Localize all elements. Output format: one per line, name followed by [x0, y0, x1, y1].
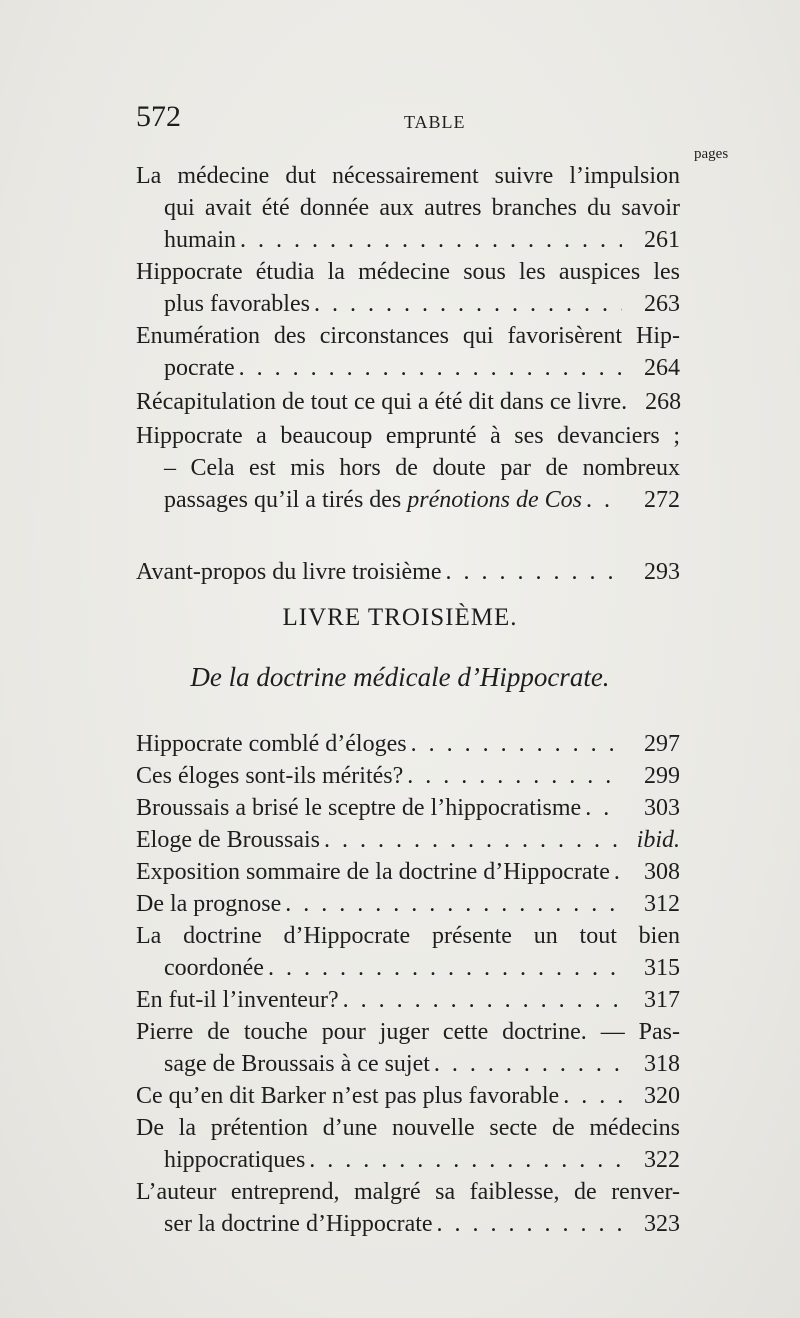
entry-line: Enumération des circonstances qui favorisèrent Hip- — [136, 323, 680, 349]
entry-line — [136, 1208, 680, 1240]
pages-column-label: pages — [694, 146, 729, 162]
entry-page-number: 312 — [644, 891, 680, 917]
toc-entry — [136, 1112, 680, 1176]
toc-entry — [136, 760, 680, 792]
leader-dots — [407, 760, 622, 792]
entry-page-number: 261 — [644, 227, 680, 253]
entry-line — [136, 728, 680, 760]
entry-text: hippocratiques — [164, 1147, 306, 1173]
entry-text: Exposition sommaire de la doctrine d’Hippocrate — [136, 859, 610, 885]
entry-line — [136, 824, 680, 856]
entry-line — [136, 224, 680, 256]
entry-text: humain — [164, 227, 236, 253]
entry-line — [136, 386, 680, 418]
entry-page-number: ibid. — [636, 827, 680, 853]
entry-line: Hippocrate étudia la médecine sous les auspices les — [136, 259, 680, 285]
toc-entry — [136, 320, 680, 384]
entry-page-number: 272 — [644, 487, 680, 513]
entry-text: sage de Broussais à ce sujet — [164, 1051, 430, 1077]
entry-text: Broussais a brisé le sceptre de l’hippocratisme — [136, 795, 582, 821]
entry-text: plus favorables — [164, 291, 310, 317]
toc-entry — [136, 420, 680, 516]
entry-line — [136, 888, 680, 920]
leader-dots — [240, 224, 622, 256]
leader-dots — [585, 792, 622, 824]
entry-page-number: 264 — [644, 355, 680, 381]
toc-entry — [136, 984, 680, 1016]
leader-dots — [324, 824, 622, 856]
toc-entry — [136, 256, 680, 320]
leader-dots — [309, 1144, 622, 1176]
toc-entry — [136, 1176, 680, 1240]
entry-page-number: 293 — [644, 559, 680, 585]
entry-line — [136, 484, 680, 516]
entry-page-number: 268 — [645, 389, 682, 415]
entry-page-number: 317 — [644, 987, 680, 1013]
toc-entry — [136, 920, 680, 984]
section-title: LIVRE TROISIÈME. — [282, 604, 518, 631]
leader-dots — [268, 952, 622, 984]
entry-page-number: 299 — [644, 763, 680, 789]
entry-line: Hippocrate a beaucoup emprunté à ses devanciers ; — [136, 423, 680, 449]
toc-entry — [136, 556, 680, 588]
toc-entry — [136, 824, 680, 856]
entry-line: La doctrine d’Hippocrate présente un tout bien — [136, 923, 680, 949]
entry-text: Eloge de Broussais — [136, 827, 320, 853]
entry-page-number: 297 — [644, 731, 680, 757]
toc-entry — [136, 728, 680, 760]
entry-text: Hippocrate comblé d’éloges — [136, 731, 407, 757]
entry-text: passages qu’il a tirés des — [164, 487, 402, 513]
page-number: 572 — [136, 100, 181, 133]
section-subtitle: De la doctrine médicale d’Hippocrate. — [190, 662, 610, 692]
leader-dots — [314, 288, 622, 320]
entry-line — [136, 1048, 680, 1080]
entry-line: Pierre de touche pour juger cette doctrine. — Pas- — [136, 1019, 680, 1045]
entry-line — [136, 352, 680, 384]
leader-dots — [285, 888, 622, 920]
leader-dots — [586, 484, 622, 516]
entry-line: De la prétention d’une nouvelle secte de médecins — [136, 1115, 680, 1141]
entry-page-number: 323 — [644, 1211, 680, 1237]
toc-entry — [136, 160, 680, 256]
entry-text: Ce qu’en dit Barker n’est pas plus favorable — [136, 1083, 560, 1109]
entry-line: L’auteur entreprend, malgré sa faiblesse, de renver- — [136, 1179, 680, 1205]
entry-line — [136, 760, 680, 792]
entry-line — [136, 556, 680, 588]
leader-dots — [563, 1080, 622, 1112]
entry-text: coordonée — [164, 955, 264, 981]
entry-line — [136, 1144, 680, 1176]
leader-dots — [411, 728, 622, 760]
entry-text: Ces éloges sont-ils mérités? — [136, 763, 404, 789]
entry-page-number: 303 — [644, 795, 680, 821]
entry-page-number: 318 — [644, 1051, 680, 1077]
toc-entry — [136, 386, 680, 418]
leader-dots — [434, 1048, 622, 1080]
page-header — [136, 100, 676, 140]
entry-text: De la prognose — [136, 891, 282, 917]
entry-text: ser la doctrine d’Hippocrate — [164, 1211, 433, 1237]
entry-line — [136, 1080, 680, 1112]
entry-text: Récapitulation de tout ce qui a été dit dans ce livre. — [136, 389, 628, 415]
leader-dots — [614, 856, 622, 888]
leader-dots — [239, 352, 622, 384]
toc-entry — [136, 792, 680, 824]
toc-entry — [136, 1016, 680, 1080]
entry-page-number: 322 — [644, 1147, 680, 1173]
toc-entry — [136, 856, 680, 888]
entry-line — [136, 288, 680, 320]
entry-line — [136, 792, 680, 824]
entry-page-number: 320 — [644, 1083, 680, 1109]
entry-line: – Cela est mis hors de doute par de nombreux — [164, 455, 680, 481]
entry-text: Avant-propos du livre troisième — [136, 559, 442, 585]
entry-line: La médecine dut nécessairement suivre l’impulsion — [136, 163, 680, 189]
entry-page-number: 263 — [644, 291, 680, 317]
toc-entry — [136, 1080, 680, 1112]
entry-line — [136, 984, 680, 1016]
running-head: TABLE — [404, 112, 466, 132]
entry-line: qui avait été donnée aux autres branches du savoir — [164, 195, 680, 221]
toc-entry — [136, 888, 680, 920]
leader-dots — [445, 556, 622, 588]
leader-dots — [343, 984, 622, 1016]
leader-dots — [437, 1208, 622, 1240]
entry-page-number: 315 — [644, 955, 680, 981]
entry-text: En fut-il l’inventeur? — [136, 987, 339, 1013]
entry-line — [136, 856, 680, 888]
entry-text: pocrate — [164, 355, 235, 381]
entry-page-number: 308 — [644, 859, 680, 885]
entry-line — [136, 952, 680, 984]
entry-text-italic: prénotions de Cos — [407, 487, 582, 513]
